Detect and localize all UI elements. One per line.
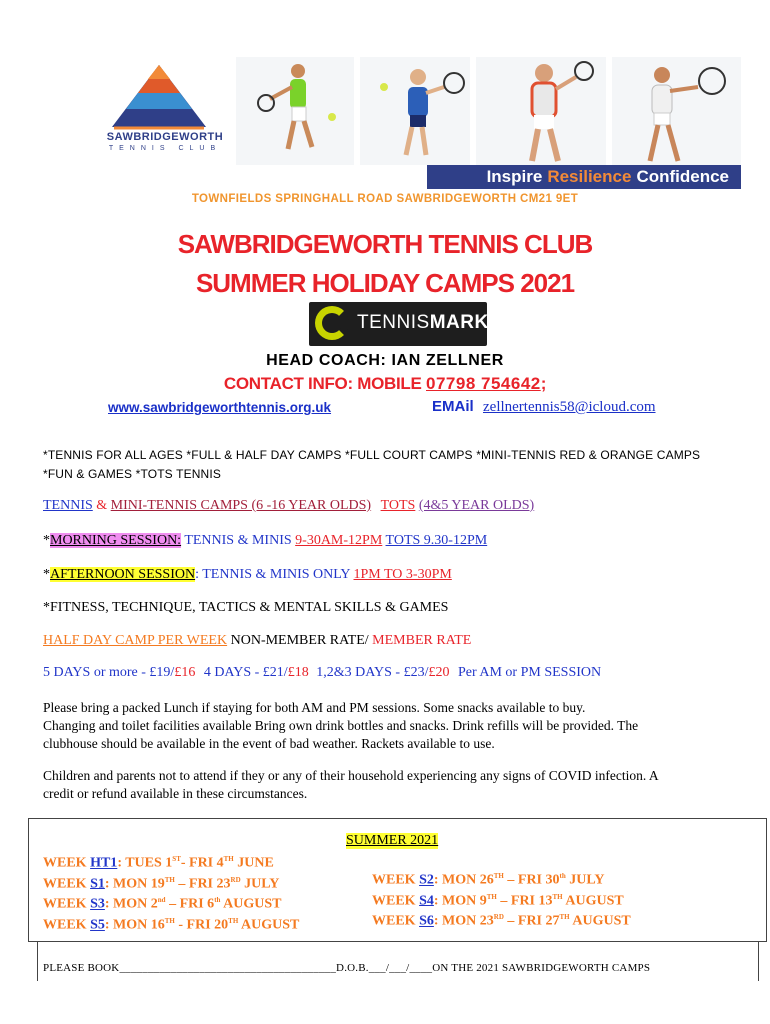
afternoon-time: 1PM TO 3-30PM	[353, 567, 452, 582]
player-photo-2	[360, 57, 470, 165]
camps-line	[43, 498, 534, 514]
week-s6: WEEK S6: MON 23RD – FRI 27TH AUGUST	[372, 913, 631, 929]
weeks-right	[372, 868, 631, 930]
morning-time: 9-30AM-12PM	[295, 533, 383, 548]
features-list: *TENNIS FOR ALL AGES *FULL & HALF DAY CAMPS *FULL COURT CAMPS *MINI-TENNIS RED & ORANGE CAMPS *FUN & GAMES *TOTS TENNIS	[43, 448, 701, 481]
info-line: Changing and toilet facilities available Bring own drink bottles and snacks. Drink refills will be provided. The	[43, 718, 639, 733]
player-photo-4	[612, 57, 741, 165]
camps-tots-ages: (4&5 YEAR OLDS)	[418, 498, 535, 513]
info-line: Please bring a packed Lunch if staying for both AM and PM sessions. Some snacks available to buy.	[43, 700, 586, 715]
rate-member: MEMBER RATE	[368, 633, 472, 648]
camps-tots: TOTS	[380, 498, 416, 513]
contact-phone[interactable]: 07798 754642	[426, 374, 541, 393]
week-s4: WEEK S4: MON 9TH – FRI 13TH AUGUST	[372, 892, 624, 909]
club-logo-text	[95, 131, 235, 152]
price-123days-member: £20	[428, 665, 450, 680]
summer-label: SUMMER 2021	[346, 833, 439, 848]
price-per-session: Per AM or PM SESSION	[457, 665, 602, 680]
price-123days: 1,2&3 DAYS - £23/	[316, 665, 429, 680]
week-ht1: WEEK HT1: TUES 1ST- FRI 4TH JUNE	[43, 855, 274, 871]
afternoon-star: *	[43, 567, 50, 582]
week-s5: WEEK S5: MON 16TH - FRI 20TH AUGUST	[43, 916, 300, 933]
player-photo-3	[476, 57, 606, 165]
page-title: SAWBRIDGEWORTH TENNIS CLUB	[177, 229, 593, 259]
afternoon-text: : TENNIS & MINIS ONLY	[195, 567, 354, 582]
head-coach: HEAD COACH: IAN ZELLNER	[266, 352, 504, 369]
booking-form-box	[37, 941, 759, 981]
player-photo-1	[236, 57, 354, 165]
camps-amp: &	[96, 498, 108, 513]
camps-tennis: TENNIS	[43, 498, 93, 513]
info-paragraph	[43, 699, 743, 753]
covid-line: credit or refund available in these circumstances.	[43, 786, 308, 801]
morning-label: MORNING SESSION:	[50, 533, 182, 548]
club-logo-icon	[104, 61, 214, 133]
tennismark-part2: MARK	[429, 312, 489, 333]
tagline-resilience: Resilience	[547, 167, 632, 186]
price-5days: 5 DAYS or more - £19/	[43, 665, 175, 680]
afternoon-session	[43, 567, 452, 583]
rate-nonmember: NON-MEMBER RATE/	[227, 633, 369, 648]
logo-line1: SAWBRIDGEWORTH	[106, 131, 224, 143]
website-link[interactable]: www.sawbridgeworthtennis.org.uk	[108, 400, 332, 415]
club-banner	[52, 55, 741, 189]
contact-info	[0, 374, 770, 394]
booking-form-line[interactable]: PLEASE BOOK______________________________________D.O.B.___/___/____ON THE 2021 SAWBRIDGEWORTH CAMPS	[43, 962, 651, 974]
tennismark-text	[357, 312, 489, 334]
tagline-bar	[427, 165, 741, 189]
weeks-left	[43, 851, 299, 934]
rate-half-day: HALF DAY CAMP PER WEEK	[43, 633, 228, 648]
page-subtitle: SUMMER HOLIDAY CAMPS 2021	[195, 268, 575, 298]
week-s1: WEEK S1: MON 19TH – FRI 23RD JULY	[43, 875, 280, 892]
info-line: clubhouse should be available in the event of bad weather. Rackets available to use.	[43, 736, 495, 751]
covid-paragraph	[43, 767, 743, 803]
contact-end: ;	[540, 374, 547, 393]
week-s2: WEEK S2: MON 26TH – FRI 30th JULY	[372, 872, 605, 888]
covid-line: Children and parents not to attend if they or any of their household experiencing any signs of COVID infection. A	[43, 768, 659, 783]
tagline-inspire: Inspire	[486, 167, 543, 186]
morning-tots: TOTS 9.30-12PM	[385, 533, 488, 548]
price-4days: 4 DAYS - £21/	[203, 665, 288, 680]
tennismark-logo	[309, 302, 487, 346]
morning-star: *	[43, 533, 50, 548]
afternoon-label: AFTERNOON SESSION	[50, 567, 196, 582]
morning-session	[43, 533, 487, 549]
contact-label: CONTACT INFO: MOBILE	[223, 374, 422, 393]
price-5days-member: £16	[174, 665, 196, 680]
email-label: EMAil	[432, 398, 474, 415]
tennismark-part1: TENNIS	[357, 312, 430, 333]
fitness-line: *FITNESS, TECHNIQUE, TACTICS & MENTAL SKILLS & GAMES	[43, 600, 449, 615]
club-address: TOWNFIELDS SPRINGHALL ROAD SAWBRIDGEWORTH CM21 9ET	[191, 193, 579, 205]
tennismark-ring-icon	[315, 306, 349, 340]
price-4days-member: £18	[287, 665, 309, 680]
tagline-confidence: Confidence	[636, 167, 729, 186]
email-link[interactable]: zellnertennis58@icloud.com	[483, 399, 656, 415]
rate-line	[43, 633, 471, 649]
morning-text: TENNIS & MINIS	[181, 533, 296, 548]
camps-mini: MINI-TENNIS CAMPS (6 -16 YEAR OLDS)	[110, 498, 372, 513]
logo-line2: TENNIS CLUB	[108, 145, 222, 152]
price-line	[43, 665, 601, 681]
week-s3: WEEK S3: MON 2nd – FRI 6th AUGUST	[43, 896, 282, 912]
